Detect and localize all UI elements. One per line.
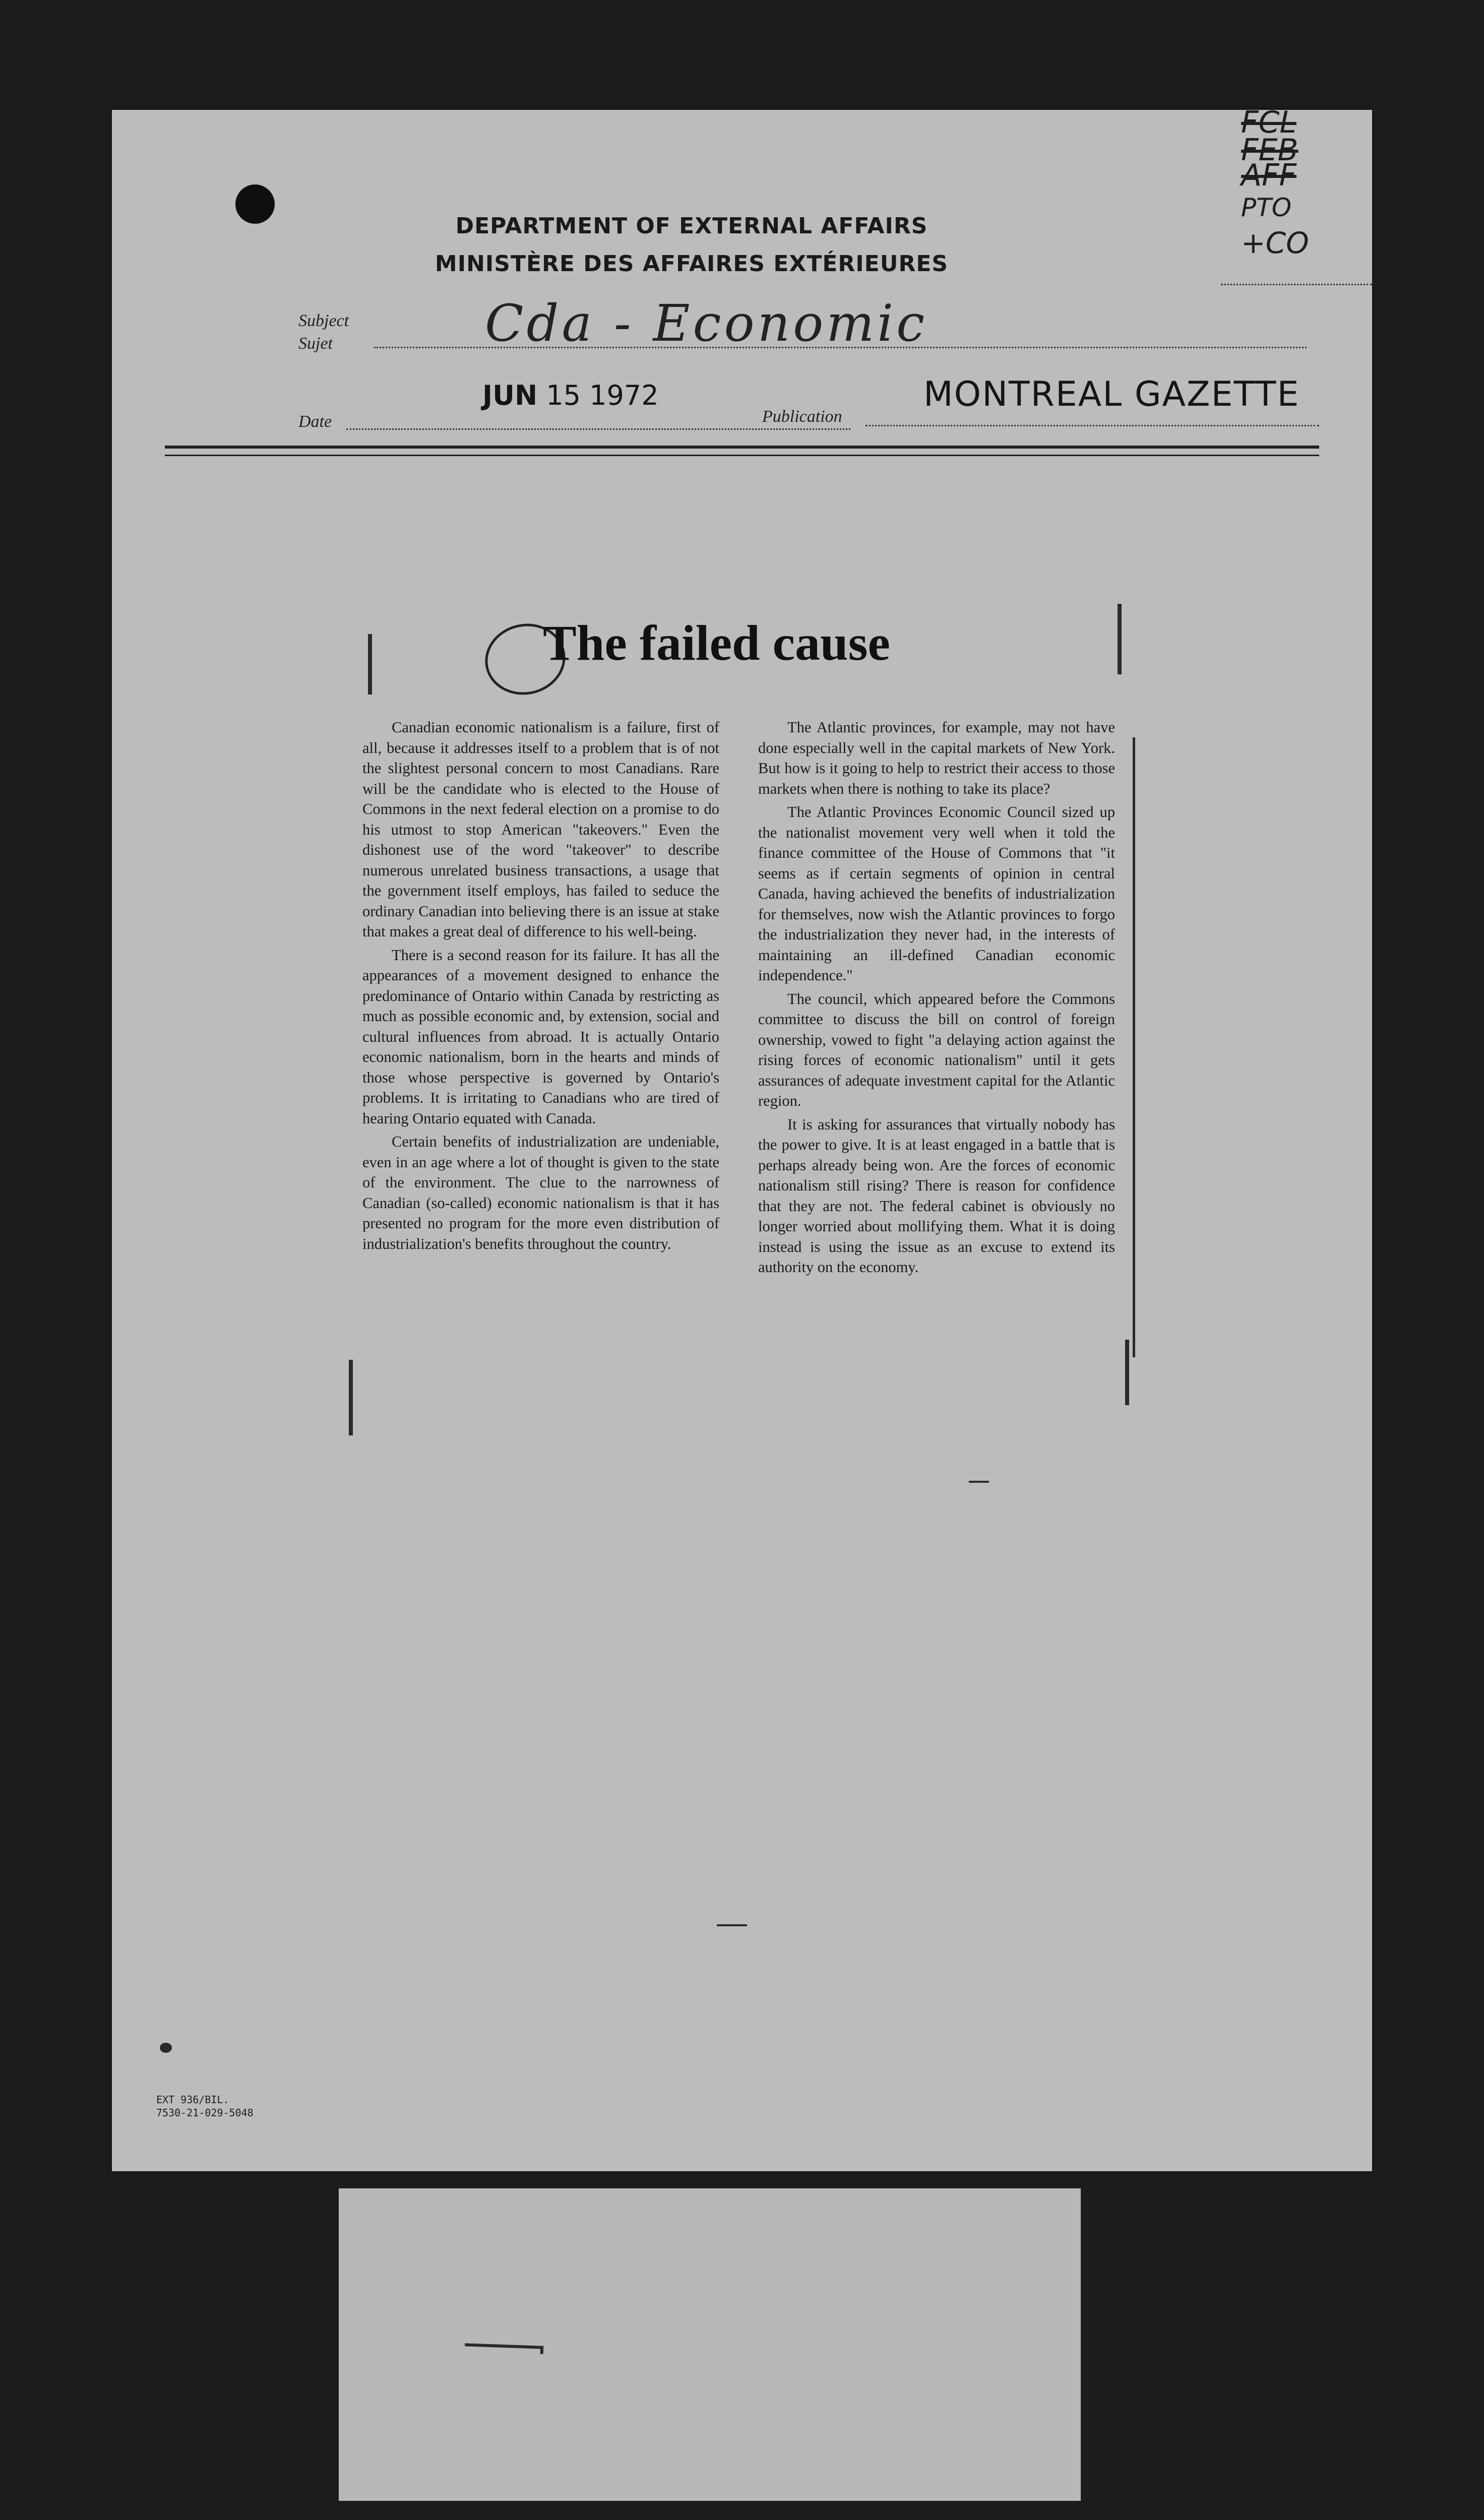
routing-notes [1221, 105, 1372, 276]
routing-note: FEB [1241, 133, 1298, 168]
form-code-line: 7530-21-029-5048 [156, 2107, 254, 2119]
speck [969, 1481, 989, 1483]
article-paragraph: The Atlantic provinces, for example, may not have done especially well in the capital markets of New York. But how is it going to help to restrict their access to those markets when there is nothing to take its place? [758, 719, 1115, 797]
clipping-bracket-left [368, 634, 372, 695]
article-paragraph: It is asking for assurances that virtually nobody has the power to give. It is at least engaged in a battle that is perhaps already being won. Are the forces of economic nationalism still rising? There is reason for confidence that they are not. The federal cabinet is obviously no longer worried about mollifying them. What it is doing instead is using the issue as an excuse to extend its authority on the economy. [758, 1115, 1115, 1276]
margin-bracket-left [349, 1360, 353, 1435]
subject-value: Cda - Economic [485, 294, 928, 353]
subject-label-fr: Sujet [298, 334, 333, 353]
date-line [346, 428, 850, 430]
routing-note: PTO [1241, 193, 1292, 222]
margin-bracket-right [1125, 1340, 1129, 1405]
margin-line [1133, 737, 1135, 1357]
routing-note: AFF [1241, 158, 1297, 193]
date-value [482, 380, 659, 411]
article-paragraph: There is a second reason for its failure. It has all the appearances of a movement designed to enhance the predominance of Ontario within Canada by restricting as much as possible economic and, by extension, social and cultural influences from abroad. It is actually Ontario economic nationalism, born in the hearts and minds of those whose perspective is governed by Ontario's problems. It is irritating to Canadians who are tired of hearing Ontario equated with Canada. [362, 946, 719, 1127]
publication-label: Publication [762, 407, 842, 426]
department-title-fr: MINISTÈRE DES AFFAIRES EXTÉRIEURES [435, 251, 949, 277]
article-paragraph: The council, which appeared before the Commons committee to discuss the bill on control of foreign ownership, vowed to fight "a delaying action against the rising forces of economic nationalism" until it gets assurances of adequate investment capital for the Atlantic region. [758, 990, 1115, 1109]
date-day-year: 15 1972 [546, 380, 659, 411]
routing-note: +CO [1241, 226, 1309, 260]
date-label: Date [298, 412, 332, 431]
article-paragraph: The Atlantic Provinces Economic Council sized up the nationalist movement very well when it told the finance committee of the House of Commons that "it seems as if certain segments of opinion in central Canada, having achieved the benefits of industrialization for themselves, now wish the Atlantic provinces to forgo the industrialization they never had, in the interests of maintaining an ill-defined Canadian economic independence." [758, 803, 1115, 984]
form-code [156, 2093, 254, 2119]
article-paragraph: Canadian economic nationalism is a failure, first of all, because it addresses itself to a problem that is of not the slightest personal concern to most Canadians. Rare will be the candidate who is elected to the House of Commons in the next federal election on a promise to do his utmost to stop American "takeovers." Even the dishonest use of the word "takeover" to describe numerous unrelated business transactions, a usage that the government itself employs, has failed to seduce the ordinary Canadian into believing there is an issue at stake that makes a great deal of difference to his well-being. [362, 719, 719, 940]
clipping-bracket-right [1118, 604, 1122, 674]
publication-value: MONTREAL GAZETTE [923, 374, 1300, 414]
article-column-left [362, 717, 719, 1257]
document-sheet [112, 105, 1372, 2171]
publication-line [865, 425, 1319, 426]
speck [717, 1924, 747, 1926]
subject-label-en: Subject [298, 311, 349, 330]
corner-divider [1221, 284, 1372, 285]
department-title-en: DEPARTMENT OF EXTERNAL AFFAIRS [455, 213, 928, 239]
article-column-right [758, 717, 1115, 1281]
article-headline: The failed cause [543, 615, 890, 671]
speck [160, 2043, 172, 2053]
attached-slip [339, 2188, 1081, 2501]
slip-mark [465, 2343, 543, 2354]
header-rule-thin [165, 455, 1319, 456]
date-month: JUN [482, 380, 538, 411]
routing-note: FCL [1241, 105, 1296, 140]
header-rule [165, 446, 1319, 449]
form-code-line: EXT 936/BIL. [156, 2094, 229, 2106]
article-paragraph: Certain benefits of industrialization are undeniable, even in an age where a lot of thought is given to the state of the environment. The clue to the narrowness of Canadian (so-called) economic nationalism is that it has presented no program for the more even distribution of industrialization's benefits throughout the country. [362, 1133, 719, 1252]
